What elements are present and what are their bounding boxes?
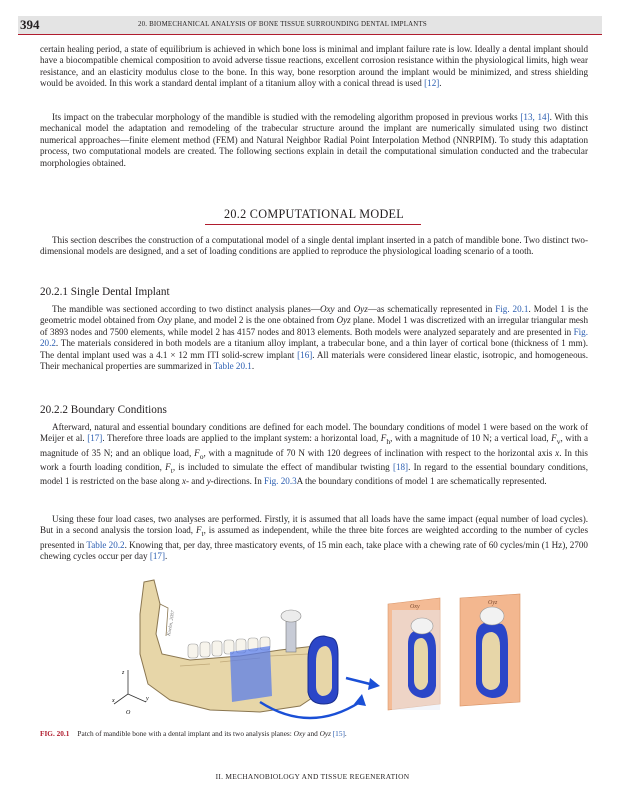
plane-label-oxy: Oxy (410, 604, 420, 610)
figure-link[interactable]: Fig. 20.3 (264, 476, 297, 487)
running-head: 20. BIOMECHANICAL ANALYSIS OF BONE TISSUE SURROUNDING DENTAL IMPLANTS (138, 21, 427, 28)
citation-link[interactable]: [18] (392, 461, 409, 472)
watermark-signature: Kuehn, 2007 (167, 610, 177, 637)
bone-patch (230, 646, 272, 702)
subsection-title-boundary-conditions: 20.2.2 Boundary Conditions (40, 404, 167, 416)
table-link[interactable]: Table 20.2 (86, 539, 125, 550)
boundary-conditions-paragraph-2: Using these four load cases, two analyses are performed. Firstly, it is assumed that all loads have the same impact (equal number of load cycles). But in a second analysis the torsion load, $F_t$, is assumed as independent, while the three bite forces are weighted according to the number of cycles presented in Table 20.2. Knowing that, per day, three masticatory events, of 15 min each, take place with a chewing rate of 60 cycles/min (1 Hz), 2700 chewing cycles occur per day [17]. (40, 514, 588, 562)
figure-mandible-implant (110, 574, 615, 724)
figure-link[interactable]: Fig. 20.1 (495, 304, 529, 314)
footer: II. MECHANOBIOLOGY AND TISSUE REGENERATION (215, 772, 410, 781)
figure-caption: FIG. 20.1 Patch of mandible bone with a dental implant and its two analysis planes: Oxy and Oyz [15]. (40, 729, 347, 738)
subsection-title-single-implant: 20.2.1 Single Dental Implant (40, 286, 170, 298)
axis-label-x: x (112, 698, 115, 704)
single-implant-paragraph: The mandible was sectioned according to two distinct analysis planes—Oxy and Oyz—as schematically represented in Fig. 20.1. Model 1 is the geometric model obtained from Oxy plane, and model 2 is the one obtained from Oyz plane. Model 1 was discretized with an irregular triangular mesh of 3893 nodes and 7500 elements, while model 2 has 4157 nodes and 8013 elements. Both models were analyzed separately and are presented in Fig. 20.2. The materials considered in both models are a titanium alloy implant, a trabecular bone, and a thin layer of cortical bone (thickness of 1 mm). The dental implant used was a 4.1 × 12 mm ITI solid-screw implant [16]. All materials were considered linear elastic, isotropic, and homogeneous. Their mechanical properties are summarized in Table 20.1. (40, 304, 589, 372)
citation-link[interactable]: [15] (332, 729, 345, 738)
page-number: 394 (20, 17, 40, 32)
axis-label-z: z (122, 670, 125, 676)
plane-label-oyz: Oyz (488, 600, 498, 606)
figure-link[interactable]: Fig. 20.2 (40, 326, 588, 349)
arrow-to-oxy (346, 678, 370, 684)
axis-label-o: O (126, 710, 131, 716)
section-rule (205, 224, 421, 225)
table-link[interactable]: Table 20.1 (213, 361, 252, 372)
boundary-conditions-paragraph-1: Afterward, natural and essential boundary conditions are defined for each model. The boundary conditions of model 1 were based on the work of Meijer et al. [17]. Therefore three loads are applied to the implant system: a horizontal load, $F_h$, with a magnitude of 10 N; a vertical load, $F_v$, with a magnitude of 35 N; and an oblique load, $F_o$, with a magnitude of 70 N with 120 degrees of inclination with respect to the horizontal axis x. In this work a fourth loading condition, $F_t$, is included to simulate the effect of mandibular twisting [18]. In regard to the essential boundary conditions, model 1 is restricted on the base along x- and y-directions. In Fig. 20.3A the boundary conditions of model 1 are schematically represented. (40, 422, 588, 487)
section-title: 20.2 COMPUTATIONAL MODEL (223, 207, 405, 221)
citation-link[interactable]: [12] (424, 78, 440, 89)
citation-link[interactable]: [13, 14] (520, 112, 550, 122)
header-rule (18, 34, 602, 35)
citation-link[interactable]: [16] (297, 349, 313, 360)
intro-paragraph-2: Its impact on the trabecular morphology of the mandible is studied with the remodeling algorithm proposed in previous works [13, 14]. With this mechanical model the adaptation and remodeling of the trabecular structure around the implant are numerically simulated using two distinct numerical approaches—finite element method (FEM) and Natural Neighbor Radial Point Interpolation Method (NNRPIM). To study this adaptation process, two computational models are created. The following sections explain in detail the computational simulation conducted and the trabecular morphologies obtained. (40, 112, 588, 168)
citation-link[interactable]: [17] (149, 551, 165, 562)
implant (286, 618, 296, 652)
section-intro-paragraph: This section describes the construction of a computational model of a single dental implant inserted in a patch of mandible bone. Two distinct two-dimensional models are designed, and a set of loading conditions are applied to reproduce the physiological loading scenario of a tooth. (40, 235, 588, 257)
axis-label-y: y (146, 696, 149, 702)
caption-label: FIG. 20.1 (40, 729, 70, 738)
citation-link[interactable]: [17] (87, 433, 103, 444)
intro-paragraph-1: certain healing period, a state of equilibrium is achieved in which bone loss is minimal and implant failure rate is low. Ideally a dental implant should have a biocompatible chemical composition to avoid adverse tissue reactions, excellent corrosion resistance within the physiological limits, high wear resistance, and an elasticity modulus close to the bone. In this way, bone resorption around the implant would be minimized, and stress shielding would be avoided. In this work a standard dental implant of a titanium alloy with a conical thread is used [12]. (40, 44, 588, 89)
